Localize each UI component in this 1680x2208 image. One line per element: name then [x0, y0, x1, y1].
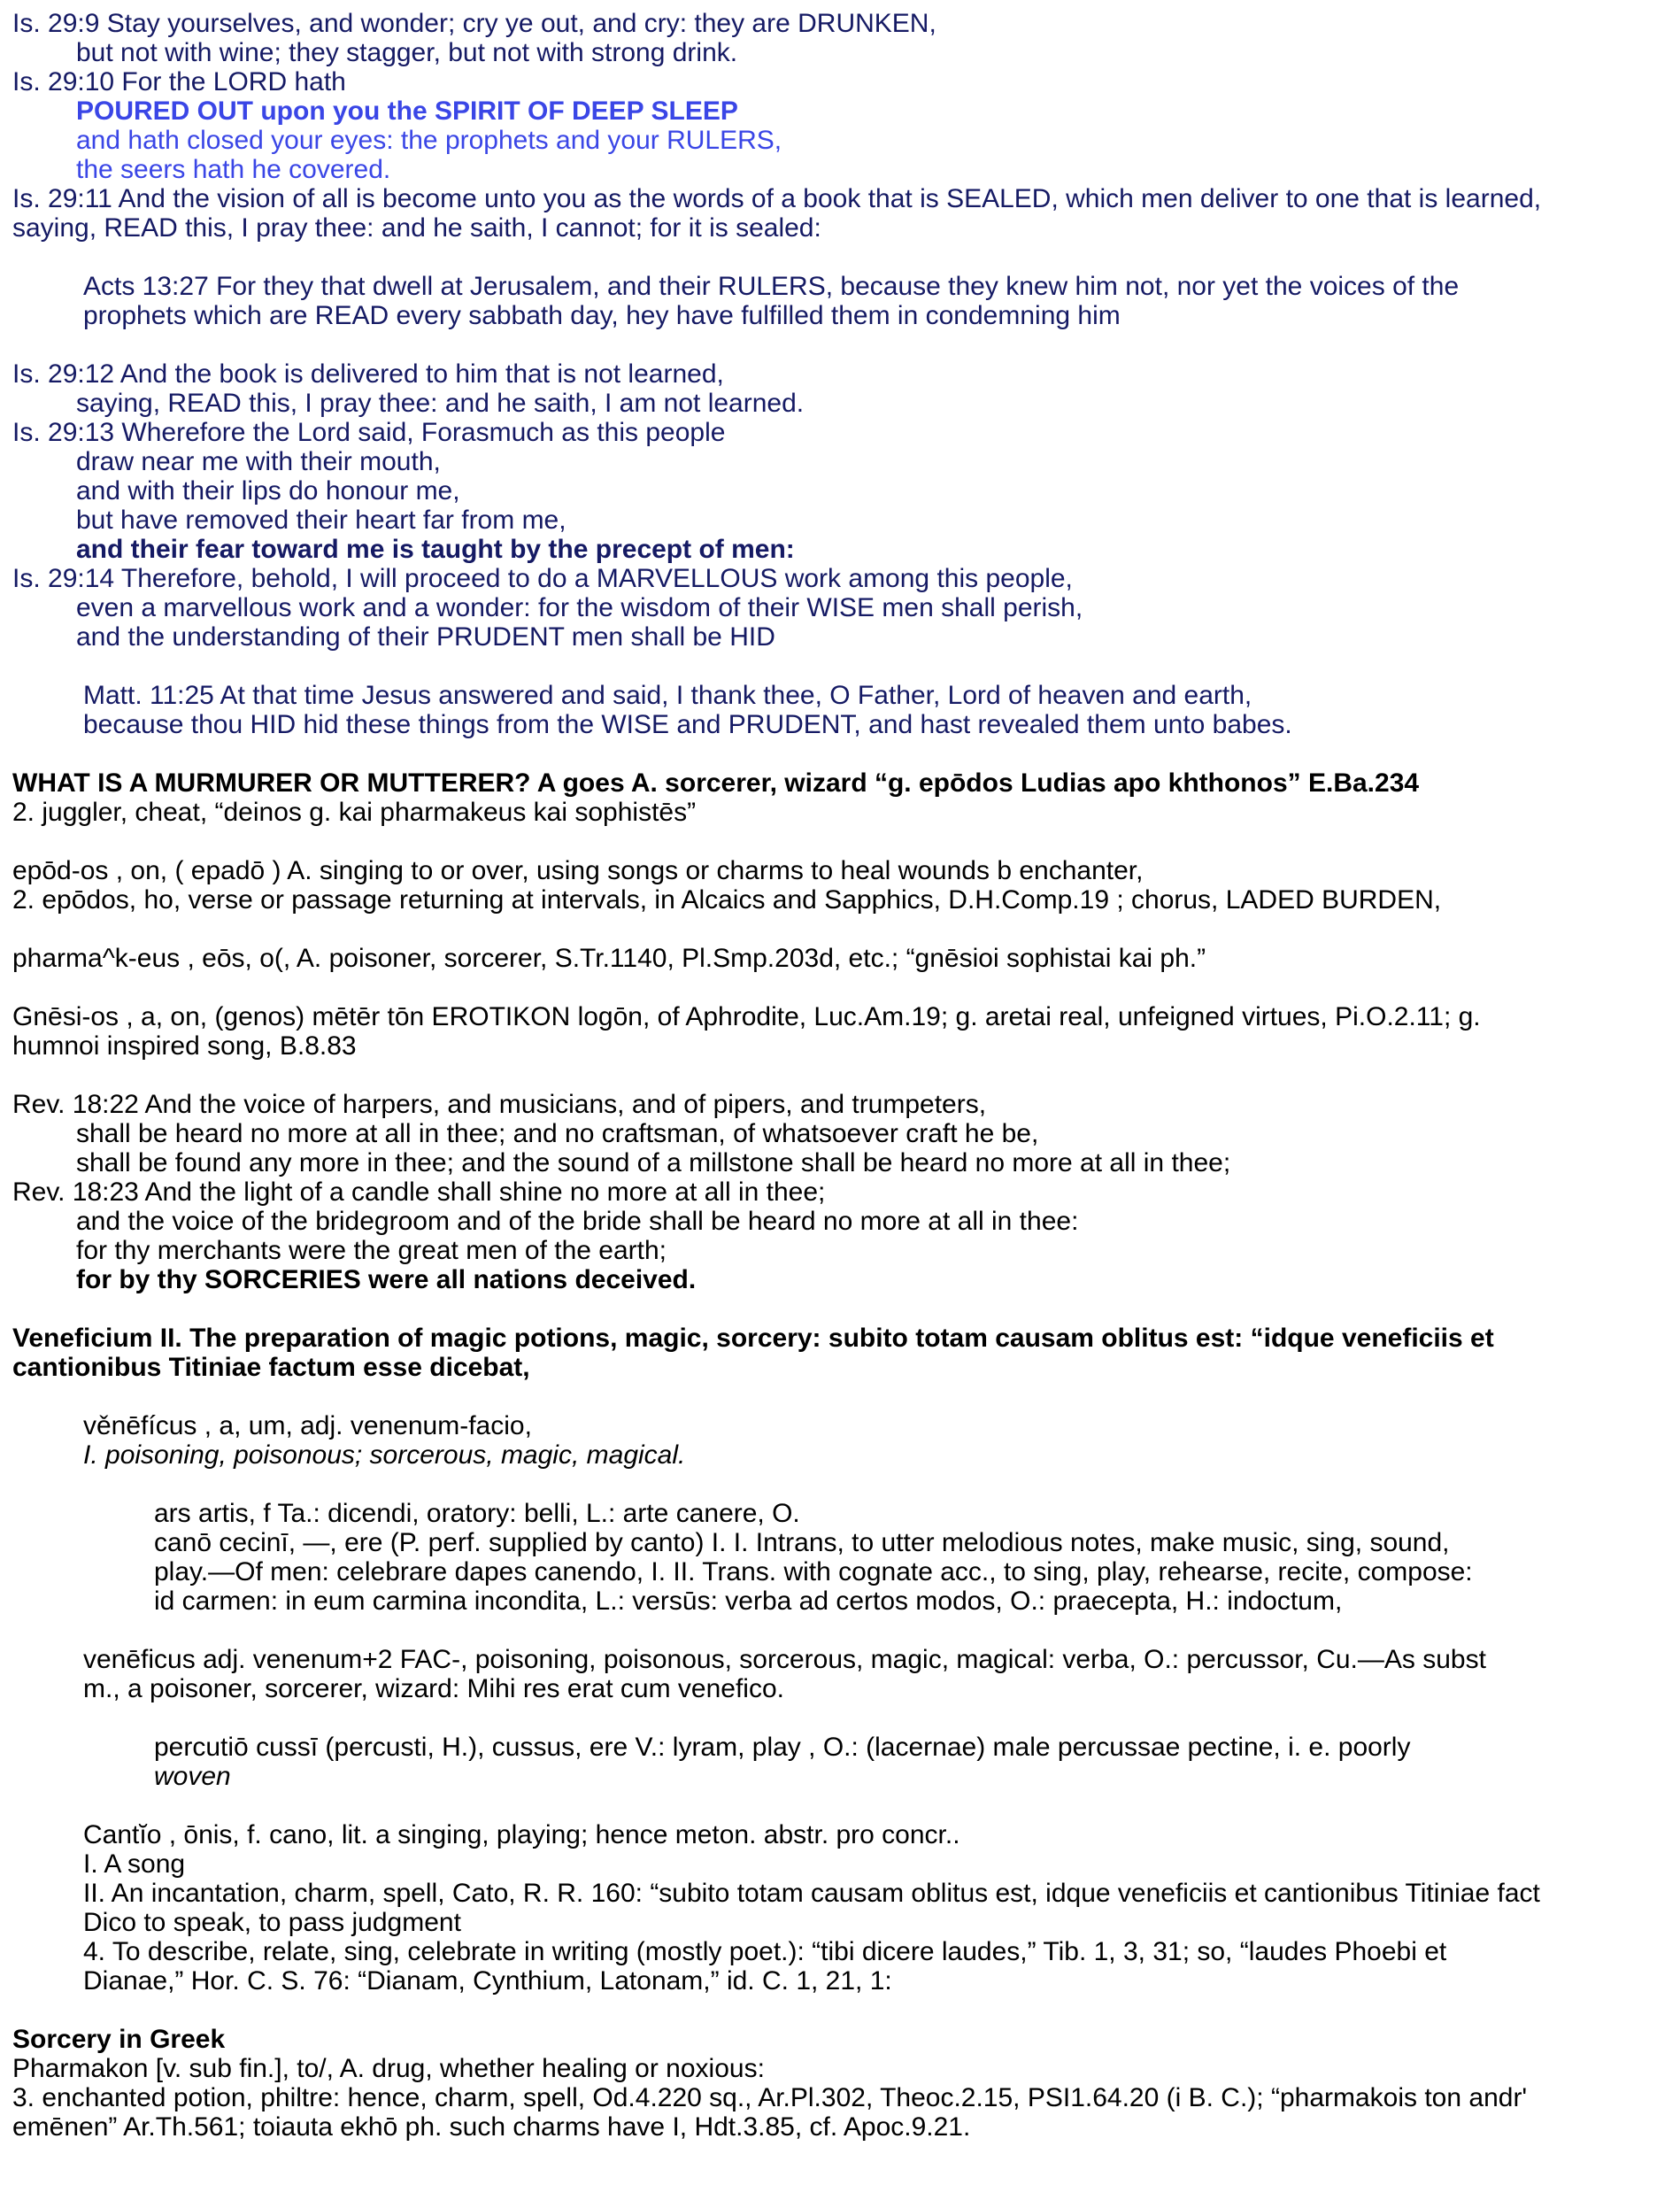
lexicon-entry-veneficium: Veneficium II. The preparation of magic potions, magic, sorcery: subito totam causam oblitus est: “idque veneficiis et [12, 1324, 1494, 1353]
verse-isaiah-29-12: Is. 29:12 And the book is delivered to him that is not learned, [12, 359, 724, 389]
verse-isaiah-29-11: Is. 29:11 And the vision of all is become unto you as the words of a book that is SEALED, which men deliver to one that is learned, [12, 184, 1542, 213]
section-heading-sorcery-greek: Sorcery in Greek [12, 2025, 226, 2054]
lexicon-sense: I. poisoning, poisonous; sorcerous, magic, magical. [83, 1440, 686, 1470]
lexicon-sense: 2. juggler, cheat, “deinos g. kai pharmakeus kai sophistēs” [12, 798, 697, 827]
verse-line: shall be found any more in thee; and the sound of a millstone shall be heard no more at all in thee; [76, 1148, 1231, 1177]
verse-line: saying, READ this, I pray thee: and he saith, I am not learned. [76, 389, 805, 418]
lexicon-sense: I. A song [83, 1849, 186, 1879]
lexicon-sense: 3. enchanted potion, philtre: hence, charm, spell, Od.4.220 sq., Ar.Pl.302, Theoc.2.15, PSI1.64.20 (i B. C.); “pharmakois ton andr' [12, 2083, 1528, 2112]
lexicon-entry-veneficus-adj: venēficus adj. venenum+2 FAC-, poisoning, poisonous, sorcerous, magic, magical: verba, O.: percussor, Cu.—As subst [83, 1645, 1486, 1674]
lexicon-entry-gnesios: Gnēsi-os , a, on, (genos) mētēr tōn EROTIKON logōn, of Aphrodite, Luc.Am.19; g. aretai real, unfeigned virtues, Pi.O.2.11; g. [12, 1002, 1481, 1031]
lexicon-entry-line: id carmen: in eum carmina incondita, L.: versūs: verba ad certos modos, O.: praecepta, H.: indoctum, [154, 1587, 1343, 1616]
verse-isaiah-29-13: Is. 29:13 Wherefore the Lord said, Forasmuch as this people [12, 418, 726, 447]
verse-line: for thy merchants were the great men of the earth; [76, 1236, 667, 1265]
verse-line: shall be heard no more at all in thee; and no craftsman, of whatsoever craft he be, [76, 1119, 1039, 1148]
lexicon-entry-cano: canō cecinī, —, ere (P. perf. supplied by canto) I. I. Intrans, to utter melodious notes, make music, sing, sound, [154, 1528, 1450, 1557]
verse-line: but not with wine; they stagger, but not with strong drink. [76, 38, 738, 67]
cross-reference-line: prophets which are READ every sabbath day, hey have fulfilled them in condemning him [83, 301, 1121, 330]
verse-line-emphasis: and their fear toward me is taught by the precept of men: [76, 535, 795, 564]
lexicon-sense: emēnen” Ar.Th.561; toiauta ekhō ph. such charms have I, Hdt.3.85, cf. Apoc.9.21. [12, 2112, 971, 2142]
lexicon-sense: 4. To describe, relate, sing, celebrate in writing (mostly poet.): “tibi dicere laudes,” Tib. 1, 3, 31; so, “laudes Phoebi et [83, 1937, 1447, 1966]
verse-line-emphasis: POURED OUT upon you the SPIRIT OF DEEP SLEEP [76, 97, 738, 126]
verse-line: and hath closed your eyes: the prophets and your RULERS, [76, 126, 782, 155]
verse-revelation-18-22: Rev. 18:22 And the voice of harpers, and musicians, and of pipers, and trumpeters, [12, 1090, 987, 1119]
verse-line: the seers hath he covered. [76, 155, 391, 184]
lexicon-entry-dico: Dico to speak, to pass judgment [83, 1908, 461, 1937]
verse-line: but have removed their heart far from me, [76, 506, 566, 535]
cross-reference-line: because thou HID hid these things from the WISE and PRUDENT, and hast revealed them unto babes. [83, 710, 1292, 739]
lexicon-sense: Dianae,” Hor. C. S. 76: “Dianam, Cynthium, Latonam,” id. C. 1, 21, 1: [83, 1966, 892, 1996]
lexicon-entry-line: m., a poisoner, sorcerer, wizard: Mihi res erat cum venefico. [83, 1674, 784, 1703]
lexicon-sense: 2. epōdos, ho, verse or passage returning at intervals, in Alcaics and Sapphics, D.H.Comp.19 ; chorus, LADED BURDEN, [12, 885, 1442, 915]
lexicon-entry-ars: ars artis, f Ta.: dicendi, oratory: belli, L.: arte canere, O. [154, 1499, 800, 1528]
cross-reference-acts-13-27: Acts 13:27 For they that dwell at Jerusalem, and their RULERS, because they knew him not, nor yet the voices of the [83, 272, 1460, 301]
lexicon-entry-veneficus: věnēfícus , a, um, adj. venenum-facio, [83, 1411, 532, 1440]
verse-isaiah-29-10: Is. 29:10 For the LORD hath [12, 67, 346, 97]
lexicon-entry-line: humnoi inspired song, B.8.83 [12, 1031, 357, 1061]
lexicon-entry-pharmakon: Pharmakon [v. sub fin.], to/, A. drug, whether healing or noxious: [12, 2054, 765, 2083]
verse-line: even a marvellous work and a wonder: for the wisdom of their WISE men shall perish, [76, 593, 1083, 622]
verse-isaiah-29-9: Is. 29:9 Stay yourselves, and wonder; cry ye out, and cry: they are DRUNKEN, [12, 9, 936, 38]
lexicon-entry-cantio: Cantĭo , ōnis, f. cano, lit. a singing, playing; hence meton. abstr. pro concr.. [83, 1820, 960, 1849]
lexicon-entry-percutio: percutiō cussī (percusti, H.), cussus, ere V.: lyram, play , O.: (lacernae) male percussae pectine, i. e. poorly [154, 1733, 1411, 1762]
verse-line: and the voice of the bridegroom and of the bride shall be heard no more at all in thee: [76, 1207, 1079, 1236]
verse-revelation-18-23: Rev. 18:23 And the light of a candle shall shine no more at all in thee; [12, 1177, 826, 1207]
lexicon-entry-epodos: epōd-os , on, ( epadō ) A. singing to or over, using songs or charms to heal wounds b enchanter, [12, 856, 1144, 885]
verse-line: draw near me with their mouth, [76, 447, 441, 476]
cross-reference-matthew-11-25: Matt. 11:25 At that time Jesus answered and said, I thank thee, O Father, Lord of heaven and earth, [83, 681, 1252, 710]
lexicon-entry-line: play.—Of men: celebrare dapes canendo, I. II. Trans. with cognate acc., to sing, play, rehearse, recite, compose: [154, 1557, 1473, 1587]
lexicon-entry-pharmakeus: pharma^k-eus , eōs, o(, A. poisoner, sorcerer, S.Tr.1140, Pl.Smp.203d, etc.; “gnēsioi sophistai kai ph.” [12, 944, 1206, 973]
verse-line: and the understanding of their PRUDENT men shall be HID [76, 622, 775, 652]
verse-line: saying, READ this, I pray thee: and he saith, I cannot; for it is sealed: [12, 213, 821, 243]
lexicon-sense: II. An incantation, charm, spell, Cato, R. R. 160: “subito totam causam oblitus est, idque veneficiis et cantionibus Titiniae fact [83, 1879, 1540, 1908]
lexicon-heading-murmurer: WHAT IS A MURMURER OR MUTTERER? A goes A. sorcerer, wizard “g. epōdos Ludias apo khthonos” E.Ba.234 [12, 768, 1420, 798]
lexicon-entry-line: cantionibus Titiniae factum esse dicebat, [12, 1353, 530, 1382]
verse-line: and with their lips do honour me, [76, 476, 460, 506]
lexicon-entry-line: woven [154, 1762, 231, 1791]
verse-line-emphasis: for by thy SORCERIES were all nations deceived. [76, 1265, 697, 1294]
verse-isaiah-29-14: Is. 29:14 Therefore, behold, I will proceed to do a MARVELLOUS work among this people, [12, 564, 1073, 593]
